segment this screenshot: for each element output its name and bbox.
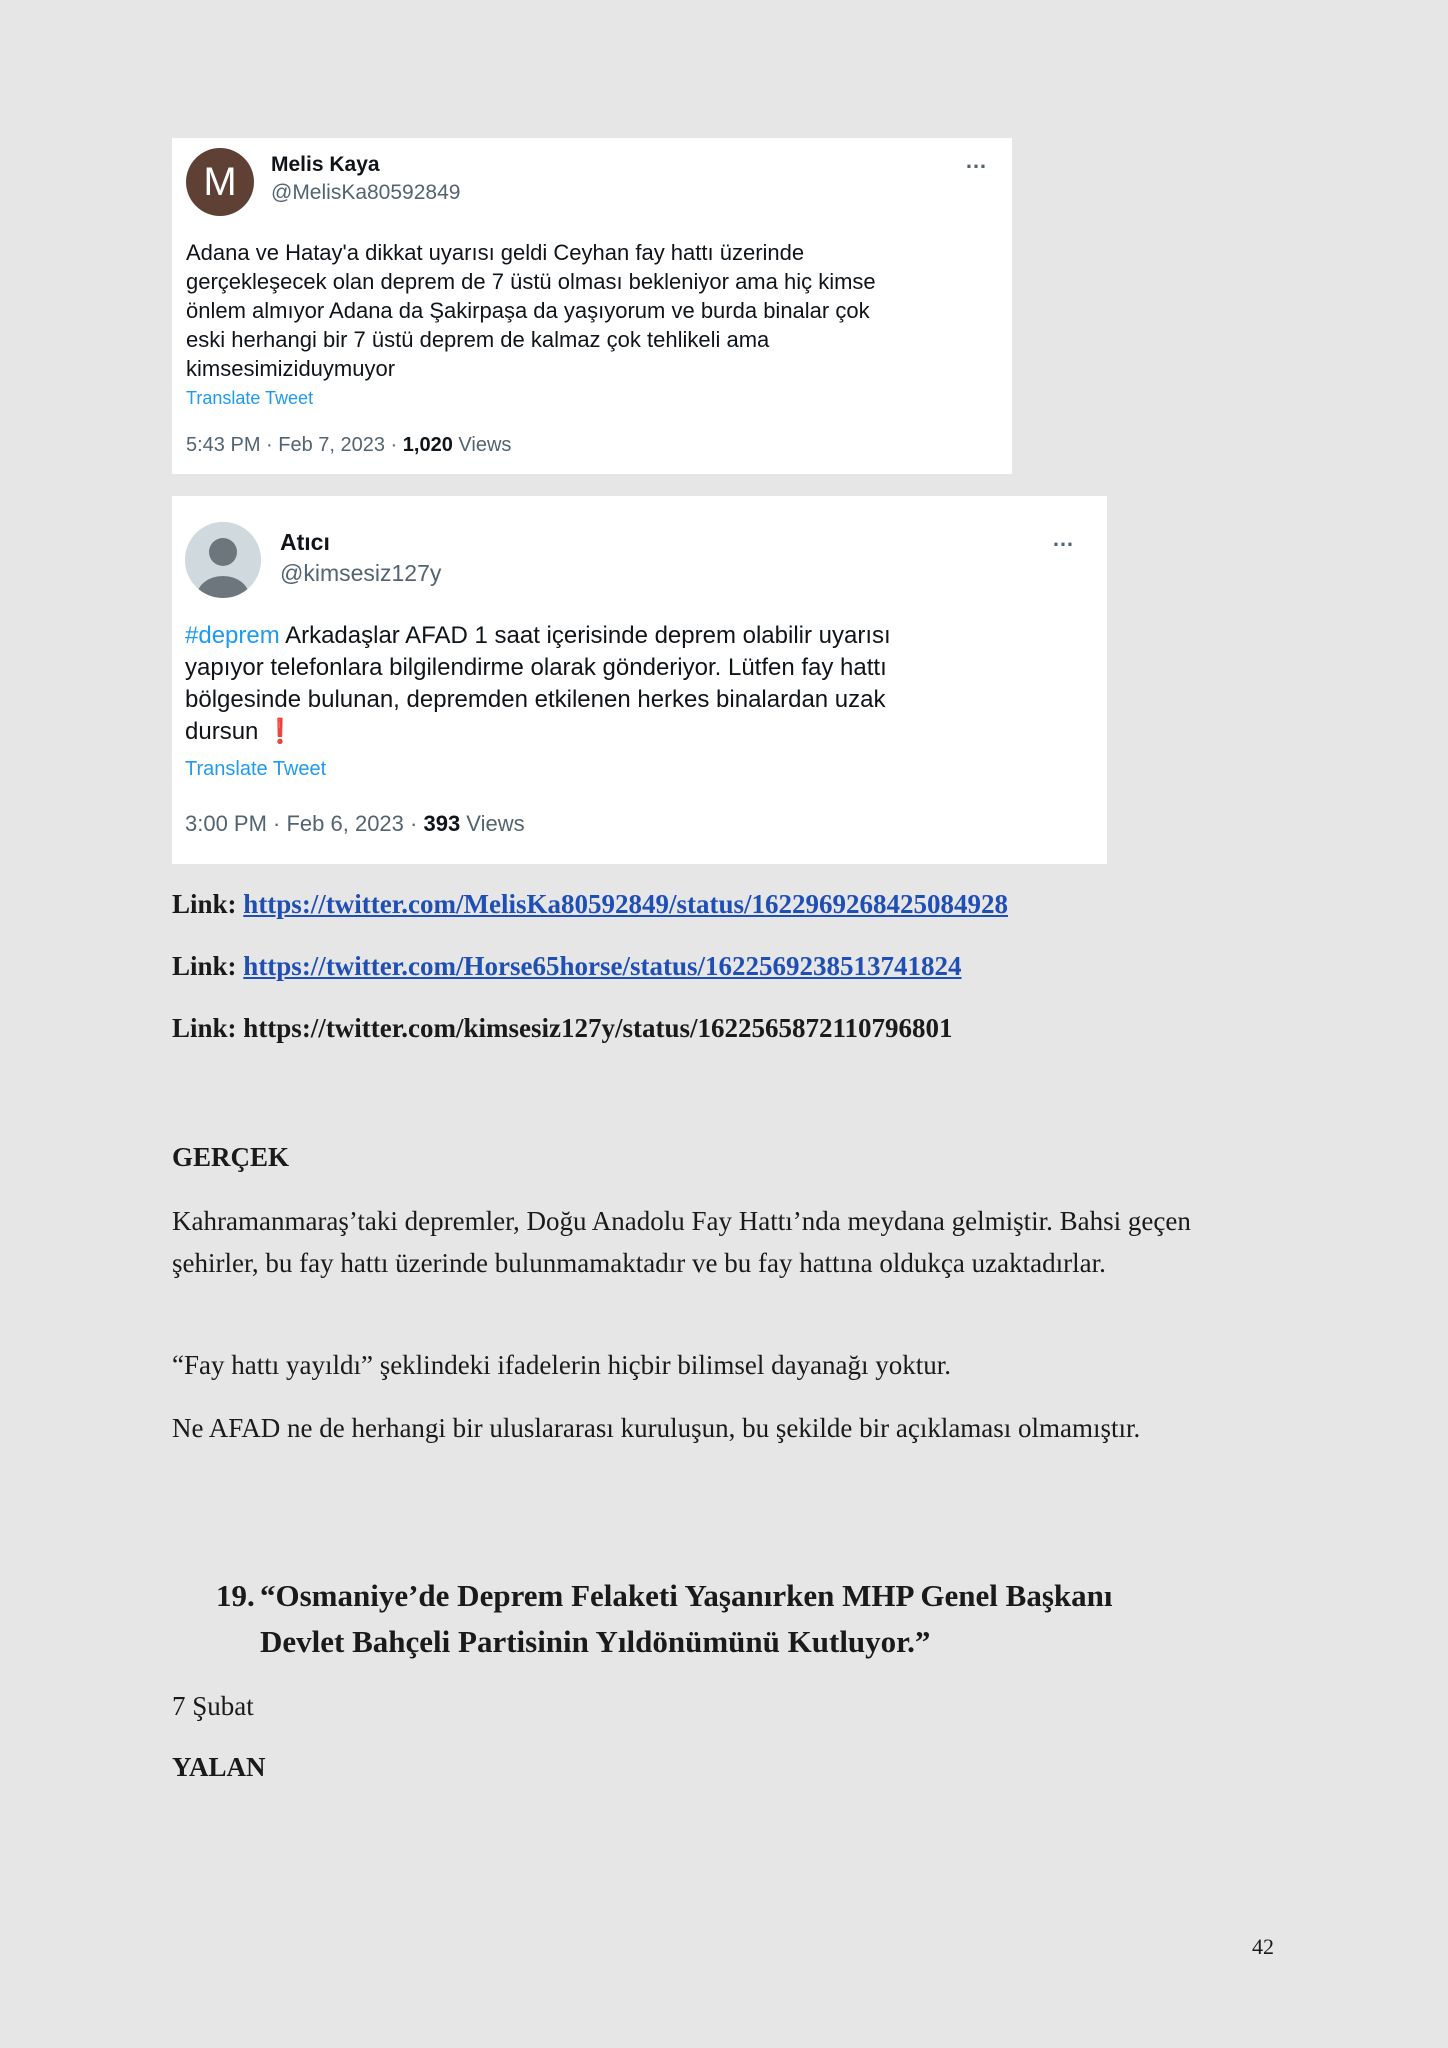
tweet-text-line: [185, 620, 1065, 652]
tweet-timestamp[interactable]: 5:43 PM · Feb 7, 2023 ·: [186, 434, 403, 456]
source-link-line: [172, 889, 1008, 920]
tweet-text-line: Adana ve Hatay'a dikkat uyarısı geldi Ceyhan fay hattı üzerinde: [186, 240, 805, 265]
section-title-line: “Osmaniye’de Deprem Felaketi Yaşanırken MHP Genel Başkanı: [260, 1578, 1113, 1613]
link-label: Link:: [172, 889, 244, 919]
views-label: Views: [460, 811, 525, 836]
tweet-author-handle[interactable]: @kimsesiz127y: [280, 560, 442, 586]
section-heading: [216, 1573, 1296, 1665]
verdict-label: YALAN: [172, 1752, 266, 1782]
tweet-text-line: yapıyor telefonlara bilgilendirme olarak gönderiyor. Lütfen fay hattı: [185, 654, 887, 681]
tweet-text-line: gerçekleşecek olan deprem de 7 üstü olması bekleniyor ama hiç kimse: [186, 269, 876, 294]
tweet-author-handle[interactable]: @MelisKa80592849: [271, 181, 461, 204]
more-options-icon[interactable]: …: [965, 148, 986, 173]
tweet-text-segment: dursun: [185, 718, 266, 745]
source-link-line: [172, 1013, 953, 1044]
tweet-text-line: bölgesinde bulunan, depremden etkilenen herkes binalardan uzak: [185, 686, 886, 713]
source-link[interactable]: https://twitter.com/MelisKa80592849/status/1622969268425084928: [243, 889, 1008, 919]
tweet-author-name[interactable]: Melis Kaya: [271, 153, 380, 176]
link-label: Link:: [172, 1013, 244, 1043]
avatar[interactable]: M: [186, 148, 254, 216]
tweet-card-melis-kaya: [172, 138, 1012, 474]
tweet-text-segment: Arkadaşlar AFAD 1 saat içerisinde deprem olabilir uyarısı: [279, 622, 891, 649]
source-link-text: https://twitter.com/kimsesiz127y/status/1622565872110796801: [243, 1013, 953, 1043]
section-number: 19.: [216, 1578, 255, 1613]
tweet-meta: [186, 434, 511, 457]
tweet-text: [185, 620, 1065, 748]
views-count: 393: [423, 811, 461, 836]
hashtag-link[interactable]: #deprem: [185, 622, 280, 649]
fact-paragraph: “Fay hattı yayıldı” şeklindeki ifadelerin hiçbir bilimsel dayanağı yoktur.: [172, 1350, 952, 1380]
tweet-card-atici: [172, 496, 1107, 864]
views-label: Views: [452, 434, 512, 456]
tweet-author-name[interactable]: Atıcı: [280, 529, 330, 555]
tweet-text-line: önlem almıyor Adana da Şakirpaşa da yaşıyorum ve burda binalar çok: [186, 298, 870, 323]
tweet-text-line: eski herhangi bir 7 üstü deprem de kalmaz çok tehlikeli ama: [186, 327, 770, 352]
tweet-text-line: [185, 716, 1065, 748]
views-count: 1,020: [402, 434, 453, 456]
source-link-line: [172, 951, 962, 982]
page-number: 42: [1252, 1934, 1274, 1959]
section-title-line: Devlet Bahçeli Partisinin Yıldönümünü Kutluyor.”: [260, 1624, 931, 1659]
fact-paragraph: Kahramanmaraş’taki depremler, Doğu Anadolu Fay Hattı’nda meydana gelmiştir. Bahsi geçen şehirler, bu fay hattı üzerinde bulunmamaktadır ve bu fay hattına oldukça uzaktadırlar.: [172, 1206, 1191, 1278]
tweet-meta: [185, 811, 525, 837]
tweet-text-line: kimsesimiziduymuyor: [186, 356, 396, 381]
default-profile-icon[interactable]: [185, 522, 261, 598]
link-label: Link:: [172, 951, 244, 981]
tweet-text: [186, 238, 986, 383]
fact-label: GERÇEK: [172, 1142, 290, 1172]
source-link[interactable]: https://twitter.com/Horse65horse/status/1622569238513741824: [243, 951, 962, 981]
exclamation-icon: ❗: [265, 718, 295, 745]
translate-tweet-link[interactable]: Translate Tweet: [185, 758, 327, 780]
tweet-timestamp[interactable]: 3:00 PM · Feb 6, 2023 ·: [185, 811, 424, 836]
more-options-icon[interactable]: …: [1052, 526, 1073, 551]
fact-paragraph: Ne AFAD ne de herhangi bir uluslararası kuruluşun, bu şekilde bir açıklaması olmamıştır.: [172, 1413, 1141, 1443]
section-date: 7 Şubat: [172, 1691, 254, 1721]
translate-tweet-link[interactable]: Translate Tweet: [186, 388, 314, 408]
